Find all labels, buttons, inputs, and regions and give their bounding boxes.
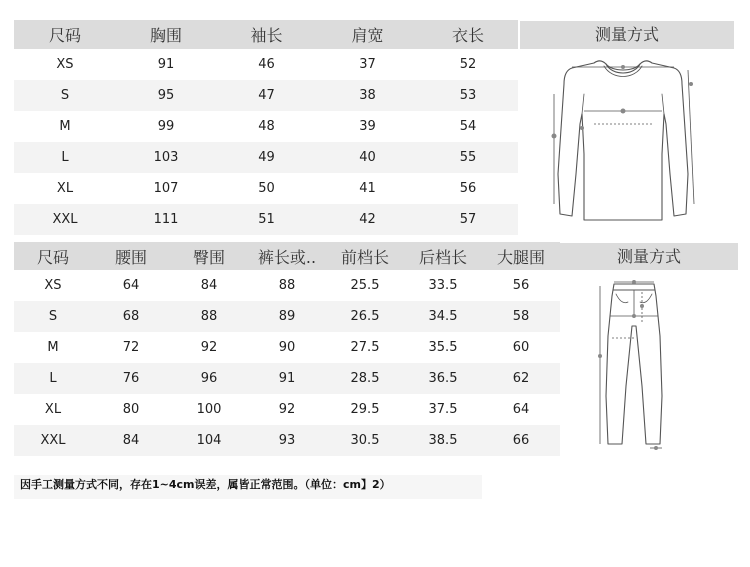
table-row [14, 332, 560, 363]
table-cell: 54 [459, 119, 477, 134]
table-cell: S [14, 80, 116, 111]
table-cell: 38.5 [404, 425, 482, 456]
table-cell: 104 [170, 425, 248, 456]
pants-measurement-diagram [592, 276, 672, 456]
table-cell: 89 [248, 301, 326, 332]
table-cell: 40 [317, 142, 418, 173]
table-cell: 103 [116, 142, 216, 173]
table-cell: 38 [317, 80, 418, 111]
table-cell: 37.5 [428, 402, 458, 417]
table-cell: 30.5 [326, 425, 404, 456]
table-cell: 84 [92, 425, 170, 456]
table-cell: XL [56, 181, 74, 196]
table-cell: 34.5 [404, 301, 482, 332]
table-cell: 46 [258, 57, 275, 72]
table-cell: 49 [216, 142, 317, 173]
header-thigh: 大腿围 [482, 242, 560, 270]
table-cell: 55 [418, 142, 518, 173]
table-cell: 39 [359, 119, 376, 134]
table-cell: 93 [248, 425, 326, 456]
table-row [14, 394, 560, 425]
table-cell: 76 [92, 363, 170, 394]
table-cell: XXL [14, 425, 92, 456]
top-table-header [14, 20, 518, 49]
table-cell: 107 [153, 181, 179, 196]
header-front-rise: 前档长 [326, 242, 404, 270]
table-cell: 27.5 [350, 340, 380, 355]
table-cell: 92 [278, 402, 296, 417]
table-cell: 111 [116, 204, 216, 235]
table-cell: XXL [14, 204, 116, 235]
table-row [14, 270, 560, 301]
table-cell: XS [56, 57, 74, 72]
table-cell: 92 [200, 340, 218, 355]
table-row [14, 80, 518, 111]
table-cell: 52 [459, 57, 477, 72]
table-cell: 56 [512, 278, 530, 293]
top-size-table [14, 20, 518, 235]
table-cell: 37 [359, 57, 376, 72]
header-size: 尺码 [14, 242, 92, 270]
sleeve-measure-line [688, 70, 694, 204]
shirt-measurement-diagram [542, 54, 702, 226]
top-measure-method-label: 测量方式 [520, 21, 734, 49]
header-shoulder: 肩宽 [317, 20, 418, 49]
table-cell: M [59, 119, 71, 134]
table-cell: L [14, 363, 92, 394]
table-cell: 26.5 [326, 301, 404, 332]
measurement-disclaimer: 因手工测量方式不同，存在1~4cm误差，属皆正常范围。（单位：cm】2） [14, 475, 482, 499]
table-cell: XS [44, 278, 62, 293]
table-cell: 48 [258, 119, 275, 134]
table-cell: 41 [359, 181, 376, 196]
table-cell: 60 [512, 340, 530, 355]
table-cell: 91 [157, 57, 175, 72]
table-cell: 28.5 [326, 363, 404, 394]
bottom-measure-method-label: 测量方式 [560, 243, 738, 270]
table-cell: 58 [482, 301, 560, 332]
table-cell: 36.5 [404, 363, 482, 394]
table-cell: 99 [157, 119, 175, 134]
table-cell: 29.5 [350, 402, 380, 417]
header-chest: 胸围 [116, 20, 216, 49]
table-row [14, 204, 518, 235]
table-cell: 25.5 [350, 278, 380, 293]
table-cell: 47 [216, 80, 317, 111]
header-sleeve: 袖长 [216, 20, 317, 49]
header-length: 衣长 [418, 20, 518, 49]
table-cell: 62 [482, 363, 560, 394]
table-cell: 33.5 [428, 278, 458, 293]
table-cell: XL [44, 402, 62, 417]
table-cell: 72 [122, 340, 140, 355]
table-cell: 88 [278, 278, 296, 293]
table-cell: 42 [317, 204, 418, 235]
table-cell: 95 [116, 80, 216, 111]
table-row [14, 363, 560, 394]
table-cell: 84 [200, 278, 218, 293]
table-row [14, 301, 560, 332]
header-waist: 腰围 [92, 242, 170, 270]
header-pants-length: 裤长或.. [248, 242, 326, 270]
table-cell: 80 [122, 402, 140, 417]
table-cell: 66 [482, 425, 560, 456]
header-back-rise: 后档长 [404, 242, 482, 270]
table-cell: 51 [216, 204, 317, 235]
table-cell: 88 [170, 301, 248, 332]
table-cell: 50 [258, 181, 275, 196]
shirt-outline [558, 61, 688, 220]
header-hip: 臀围 [170, 242, 248, 270]
table-cell: 53 [418, 80, 518, 111]
bottom-size-table [14, 242, 560, 456]
table-row [14, 49, 518, 80]
table-cell: 35.5 [428, 340, 458, 355]
table-cell: 91 [248, 363, 326, 394]
table-cell: 100 [196, 402, 222, 417]
table-row [14, 173, 518, 204]
table-cell: 56 [459, 181, 477, 196]
table-cell: 90 [278, 340, 296, 355]
table-cell: M [47, 340, 59, 355]
table-cell: 68 [92, 301, 170, 332]
header-size: 尺码 [14, 20, 116, 49]
table-row [14, 111, 518, 142]
table-cell: 64 [512, 402, 530, 417]
table-cell: 57 [418, 204, 518, 235]
table-cell: L [14, 142, 116, 173]
table-row [14, 142, 518, 173]
bottom-table-header [14, 242, 560, 270]
table-cell: 64 [122, 278, 140, 293]
table-cell: 96 [170, 363, 248, 394]
table-cell: S [14, 301, 92, 332]
table-row [14, 425, 560, 456]
